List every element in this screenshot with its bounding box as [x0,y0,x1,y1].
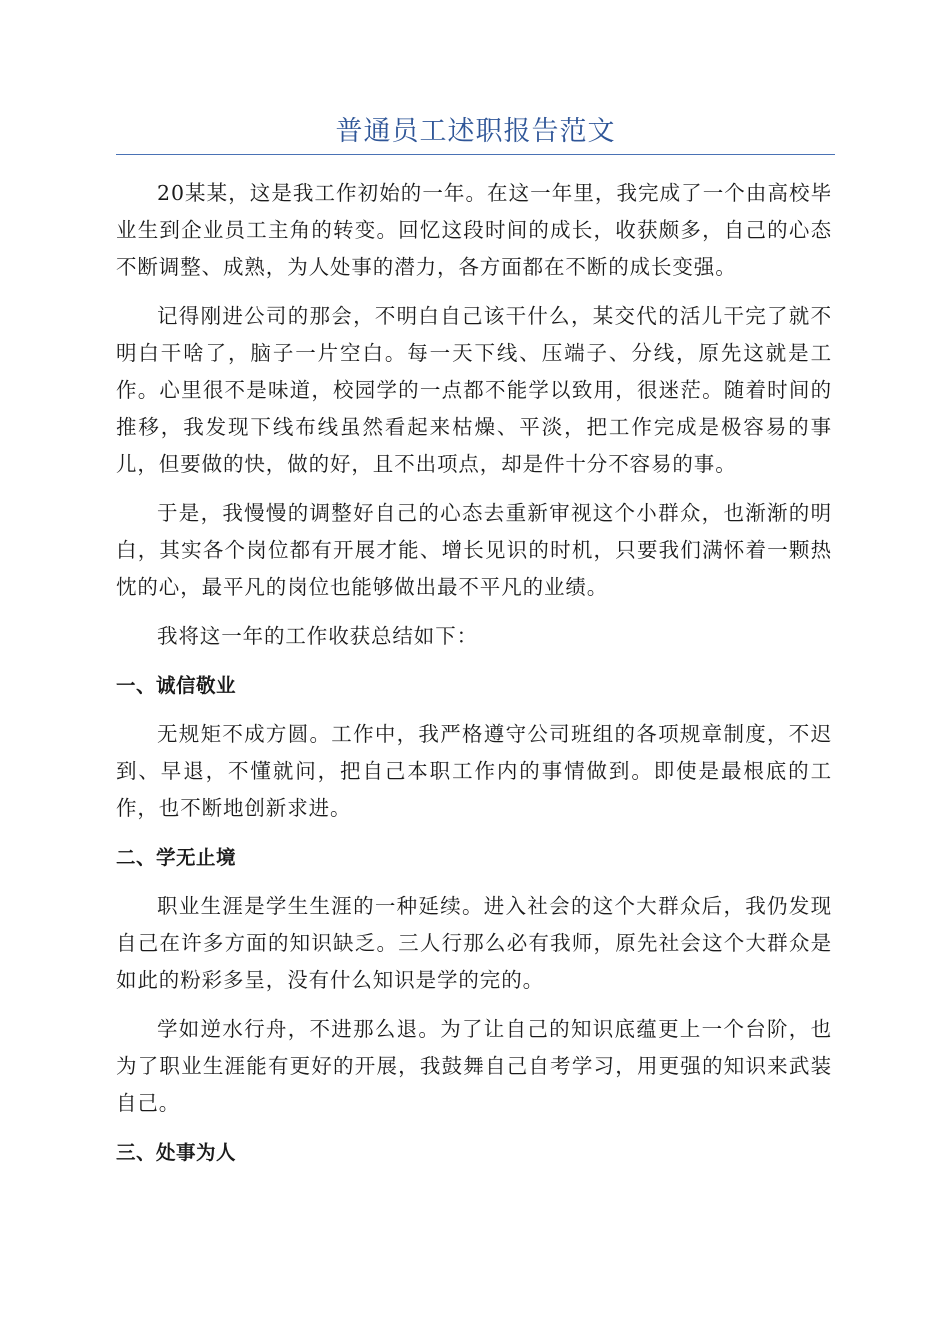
paragraph: 于是，我慢慢的调整好自己的心态去重新审视这个小群众，也渐渐的明白，其实各个岗位都有开展才能、增长见识的时机，只要我们满怀着一颗热忱的心，最平凡的岗位也能够做出最不平凡的业绩。 [116,501,832,599]
paragraph: 20某某，这是我工作初始的一年。在这一年里，我完成了一个由高校毕业生到企业员工主角的转变。回忆这段时间的成长，收获颇多，自己的心态不断调整、成熟，为人处事的潜力，各方面都在不断的成长变强。 [116,181,832,279]
section-heading: 三、处事为人 [116,1141,237,1164]
paragraph: 无规矩不成方圆。工作中，我严格遵守公司班组的各项规章制度，不迟到、早退，不懂就问，把自己本职工作内的事情做到。即使是最根底的工作，也不断地创新求进。 [116,722,832,820]
page-title: 普通员工述职报告范文 [335,116,616,147]
paragraph: 记得刚进公司的那会，不明白自己该干什么，某交代的活儿干完了就不明白干啥了，脑子一片空白。每一天下线、压端子、分线，原先这就是工作。心里很不是味道，校园学的一点都不能学以致用，很迷茫。随着时间的推移，我发现下线布线虽然看起来枯燥、平淡，把工作完成是极容易的事儿，但要做的快，做的好，且不出项点，却是件十分不容易的事。 [116,304,832,476]
section-heading: 二、学无止境 [116,846,237,869]
title-underline [116,154,835,155]
paragraph: 学如逆水行舟，不进那么退。为了让自己的知识底蕴更上一个台阶，也为了职业生涯能有更好的开展，我鼓舞自己自考学习，用更强的知识来武装自己。 [116,1017,832,1115]
section-heading: 一、诚信敬业 [116,674,237,697]
document-body [116,175,832,1183]
paragraph: 职业生涯是学生生涯的一种延续。进入社会的这个大群众后，我仍发现自己在许多方面的知识缺乏。三人行那么必有我师，原先社会这个大群众是如此的粉彩多呈，没有什么知识是学的完的。 [116,894,832,992]
paragraph: 我将这一年的工作收获总结如下： [157,624,478,648]
